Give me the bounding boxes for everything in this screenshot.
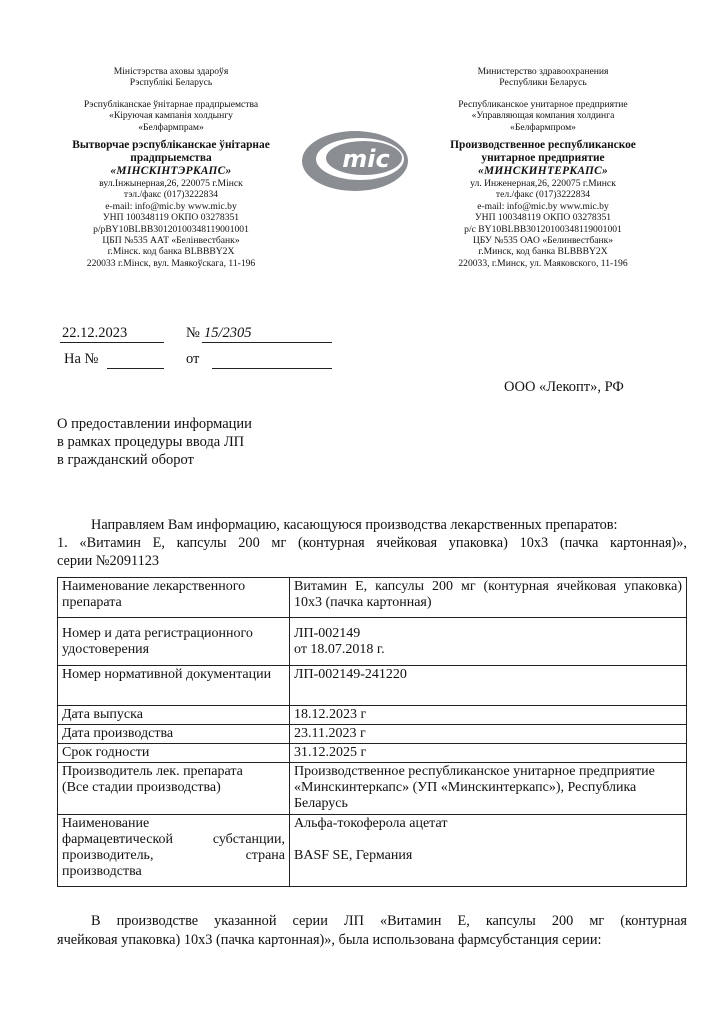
row-label: Дата выпуска [58,706,290,725]
substance-label-line1: Наименование [62,816,150,831]
bank1-ru: ЦБУ №535 ОАО «Белинвестбанк» [472,235,614,247]
row-label [58,815,290,887]
footer-line2: ячейковая упаковка) 10х3 (пачка картонная)», была использована фармсубстанция серии: [57,932,602,948]
phone-ru: тел./факс (017)3222834 [495,189,591,201]
address-ru: ул. Инженерная,26, 220075 г.Минск [470,178,616,190]
table-row [58,706,687,725]
address-be: вул.Інжынерная,26, 220075 г.Мінск [99,178,243,190]
ref-number: 15/2305 [204,325,252,341]
row-label [58,763,290,815]
row-value [290,815,687,887]
manufacturer-label-line2: (Все стадии производства) [62,780,221,795]
company-name-be: «МІНСКІНТЭРКАПС» [110,165,232,178]
ref-date-field [60,326,164,343]
table-row [58,666,687,706]
bank3-be: 220033 г.Мінск, вул. Маякоўскага, 11-196 [86,257,256,269]
ot-label: от [186,351,200,367]
table-row [58,744,687,763]
row-label: Номер и дата регистрационного удостоверения [58,618,290,666]
substance-label-line4: производства [62,864,142,879]
row-value: Витамин Е, капсулы 200 мг (контурная ячейковая упаковка) 10х3 (пачка картонная) [290,578,687,618]
footer-paragraph [57,912,687,950]
unp-be: УНП 100348119 ОКПО 03278351 [102,212,240,224]
substance-manufacturer: BASF SE, Германия [294,848,413,863]
ref-date: 22.12.2023 [62,325,128,341]
table-row [58,725,687,744]
company-logo [300,128,410,194]
subject-line2: в рамках процедуры ввода ЛП [57,434,245,450]
enterprise-line1-be: Рэспубліканскае ўнітарнае прадпрыемства [83,98,259,110]
row-label: Дата производства [58,725,290,744]
subject [57,415,252,469]
account-be: р/рBY10BLBB30120100348119001001 [93,223,249,235]
substance-name: Альфа-токоферола ацетат [294,816,448,831]
ministry-country-ru: Республики Беларусь [499,77,587,89]
table-row [58,578,687,618]
reg-date: от 18.07.2018 г. [294,642,385,657]
substance-label-line2: фармацевтической субстанции, [62,832,285,847]
production-line1-be: Вытворчае рэспубліканскае ўнітарнае [72,139,270,152]
enterprise-line1-ru: Республиканское унитарное предприятие [458,98,628,110]
table-row [58,763,687,815]
row-value: 18.12.2023 г [290,706,687,725]
enterprise-line3-ru: «Белфармпром» [510,121,576,133]
table-row [58,815,687,887]
subject-line1: О предоставлении информации [57,416,252,432]
production-line2-ru: унитарное предприятие [481,152,605,165]
bank3-ru: 220033, г.Минск, ул. Маяковского, 11-196 [458,257,628,269]
ministry-name-be: Міністэрства аховы здароўя [113,66,229,77]
ot-date-field [212,352,332,369]
enterprise-line3-be: «Белфармпрам» [138,121,204,133]
bank1-be: ЦБП №535 ААТ «Белінвестбанк» [102,235,240,247]
row-value: 23.11.2023 г [290,725,687,744]
account-ru: р/с BY10BLBB30120100348119001001 [464,223,622,235]
substance-label-line3: производитель, страна [62,848,285,863]
intro-paragraph [57,516,687,570]
bank2-be: г.Мінск. код банка BLBBBY2X [107,246,235,258]
intro-line3: серии №2091123 [57,553,160,569]
row-value: Производственное республиканское унитарное предприятие «Минскинтеркапс» (УП «Минскинтеркапс»), Республика Беларусь [290,763,687,815]
row-value [290,618,687,666]
unp-ru: УНП 100348119 ОКПО 03278351 [474,212,612,224]
production-line2-be: прадпрыемства [130,152,212,165]
subject-line3: в гражданский оборот [57,452,194,468]
email-ru: e-mail: info@mic.by www.mic.by [477,200,609,212]
header-left-block [46,66,296,269]
manufacturer-label-line1: Производитель лек. препарата [62,764,243,779]
na-label: На № [64,351,99,367]
enterprise-line2-be: «Кіруючая кампанія холдынгу [109,110,233,122]
bank2-ru: г.Минск, код банка BLBBBY2X [478,246,608,258]
ref-number-field [202,326,332,343]
reg-number: ЛП-002149 [294,626,361,641]
ref-number-sign: № [186,325,200,341]
table-row [58,618,687,666]
intro-line1: Направляем Вам информацию, касающуюся производства лекарственных препаратов: [91,517,618,533]
row-label: Срок годности [58,744,290,763]
row-value: ЛП-002149-241220 [290,666,687,706]
intro-line2: 1. «Витамин Е, капсулы 200 мг (контурная ячейковая упаковка) 10х3 (пачка картонная)», [57,535,687,551]
production-line1-ru: Производственное республиканское [450,139,636,152]
email-be: e-mail: info@mic.by www.mic.by [105,200,237,212]
footer-line1: В производстве указанной серии ЛП «Витамин Е, капсулы 200 мг (контурная [91,913,687,929]
logo-text: mic [342,145,390,173]
header-right-block [418,66,668,269]
ministry-name-ru: Министерство здравоохранения [477,66,609,77]
product-info-table [57,577,687,887]
row-label: Номер нормативной документации [58,666,290,706]
recipient: ООО «Лекопт», РФ [504,379,624,395]
na-number-field [107,352,164,369]
row-value: 31.12.2025 г [290,744,687,763]
ministry-country-be: Рэспублікі Беларусь [129,77,213,89]
row-label: Наименование лекарственного препарата [58,578,290,618]
phone-be: тэл./факс (017)3222834 [123,189,219,201]
enterprise-line2-ru: «Управляющая компания холдинга [471,110,615,122]
company-name-ru: «МИНСКИНТЕРКАПС» [477,165,609,178]
